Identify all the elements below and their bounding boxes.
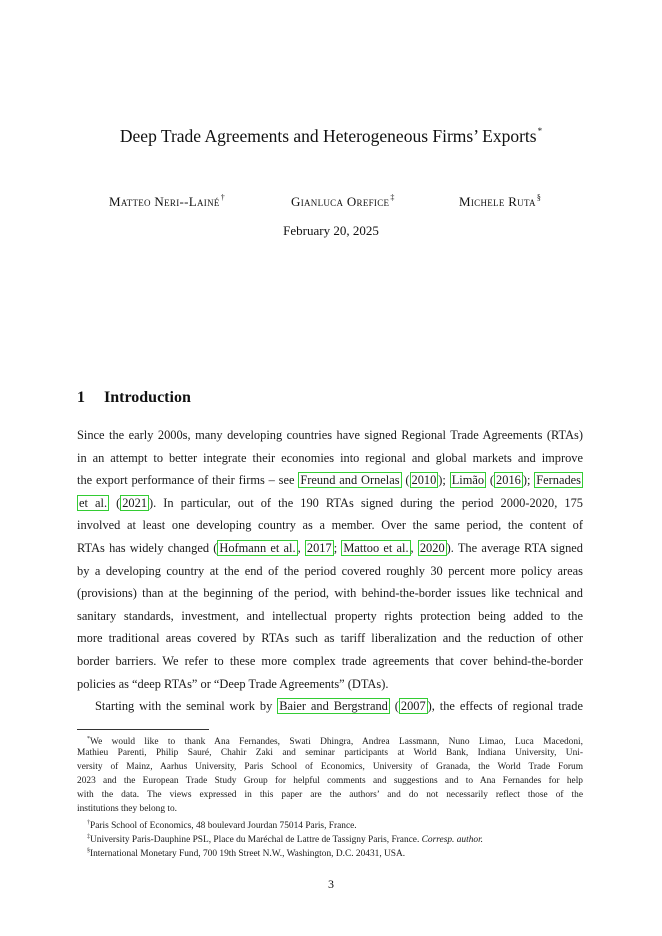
footnotes <box>77 732 583 858</box>
author-2-mark[interactable]: ‡ <box>390 193 395 202</box>
citation-fernandes-year[interactable]: 2021 <box>122 495 148 510</box>
title-text: Deep Trade Agreements and Heterogeneous Firms’ Exports <box>119 126 537 146</box>
footnote-line: with the data. The views expressed in this paper are the authors’ and do not necessarily reflect those of the <box>77 790 583 800</box>
footnote-affiliation-3: §International Monetary Fund, 700 19th Street N.W., Washington, D.C. 20431, USA. <box>87 848 406 859</box>
citation-mattoo-year[interactable]: 2020 <box>419 540 445 555</box>
citation-fernandes-etal[interactable]: et al. <box>79 495 108 510</box>
citation-freund-ornelas-year[interactable]: 2010 <box>411 473 437 488</box>
body-line: by a developing country at the end of the period covered roughly 30 percent more policy areas <box>77 563 583 578</box>
author-1-mark[interactable]: † <box>220 193 225 202</box>
citation-limao[interactable]: Limão <box>451 473 485 488</box>
citation-baier-bergstrand[interactable]: Baier and Bergstrand <box>279 699 388 714</box>
body-line: more traditional areas covered by RTAs such as tariff liberalization and the reduction of other <box>77 631 583 646</box>
body-line: RTAs has widely changed ( Hofmann et al. , 2017 ; Mattoo et al. , 2020 ). The average RTA signed <box>77 540 583 555</box>
paper-title <box>0 126 662 147</box>
citation-freund-ornelas[interactable]: Freund and Ornelas <box>300 473 400 488</box>
footnote-line: Mathieu Parenti, Philip Sauré, Chahir Zaki and seminar participants at World Bank, Indiana University, Uni- <box>77 748 583 758</box>
body-line: involved at least one developing country as a member. Over the same period, the content of <box>77 518 583 533</box>
body-line: (provisions) than at the beginning of the period, with behind-the-border issues like technical and <box>77 586 583 601</box>
author-3: Michele Ruta§ <box>459 193 542 209</box>
body-line: the export performance of their firms – see Freund and Ornelas ( 2010 ); Limão ( 2016 ); Fernades <box>77 473 581 488</box>
paper-date: February 20, 2025 <box>283 223 379 238</box>
body-line: Since the early 2000s, many developing countries have signed Regional Trade Agreements (RTAs) <box>77 428 583 442</box>
footnote-divider <box>77 729 209 730</box>
footnote-affiliation-1: †Paris School of Economics, 48 boulevard Jourdan 75014 Paris, France. <box>87 820 357 831</box>
section-heading <box>77 389 191 407</box>
body-line: Starting with the seminal work by Baier and Bergstrand ( 2007 ), the effects of regional trade <box>95 699 583 714</box>
citation-mattoo[interactable]: Mattoo et al. <box>343 540 409 555</box>
footnote-line: institutions they belong to. <box>77 804 177 814</box>
footnote-line: *We would like to thank Ana Fernandes, Swati Dhingra, Andrea Lassmann, Nuno Limao, Luca Macedoni, <box>87 736 583 747</box>
citation-hofmann[interactable]: Hofmann et al. <box>219 540 296 555</box>
body-line: border barriers. We refer to these more complex trade agreements that cover behind-the-border <box>77 653 583 668</box>
author-list <box>0 193 662 213</box>
author-3-mark[interactable]: § <box>536 193 542 202</box>
title-footnote-mark[interactable]: * <box>537 126 543 136</box>
citation-hofmann-year[interactable]: 2017 <box>306 540 332 555</box>
footnote-affiliation-2: ‡University Paris-Dauphine PSL, Place du Maréchal de Lattre de Tassigny Paris, France. Corresp. author. <box>87 834 484 845</box>
section-title: Introduction <box>104 389 191 406</box>
body-text <box>77 424 583 718</box>
author-2: Gianluca Orefice‡ <box>291 193 395 209</box>
author-1: Matteo Neri--Lainé† <box>109 193 225 209</box>
citation-baier-bergstrand-year[interactable]: 2007 <box>400 699 426 714</box>
corresponding-author-note: Corresp. author. <box>421 835 484 845</box>
body-line: et al. ( 2021 ). In particular, out of the 190 RTAs signed during the period 2000-2020, 175 <box>79 495 583 510</box>
body-line: policies as “deep RTAs” or “Deep Trade Agreements” (DTAs). <box>77 676 389 691</box>
citation-fernandes[interactable]: Fernades <box>536 473 581 488</box>
page-number: 3 <box>328 877 334 891</box>
body-line: in an attempt to better integrate their economies into regional and global markets and improve <box>77 450 583 465</box>
footnote-line: 2023 and the European Trade Study Group for helpful comments and suggestions and to Ana Fernandes for help <box>77 776 583 786</box>
footnote-line: versity of Mainz, Aarhus University, Paris School of Economics, University of Granada, the World Trade Forum <box>77 762 583 772</box>
citation-limao-year[interactable]: 2016 <box>496 473 521 488</box>
body-line: sanitary standards, investment, and intellectual property rights protection being added to the <box>77 608 583 623</box>
section-number: 1 <box>77 389 85 406</box>
